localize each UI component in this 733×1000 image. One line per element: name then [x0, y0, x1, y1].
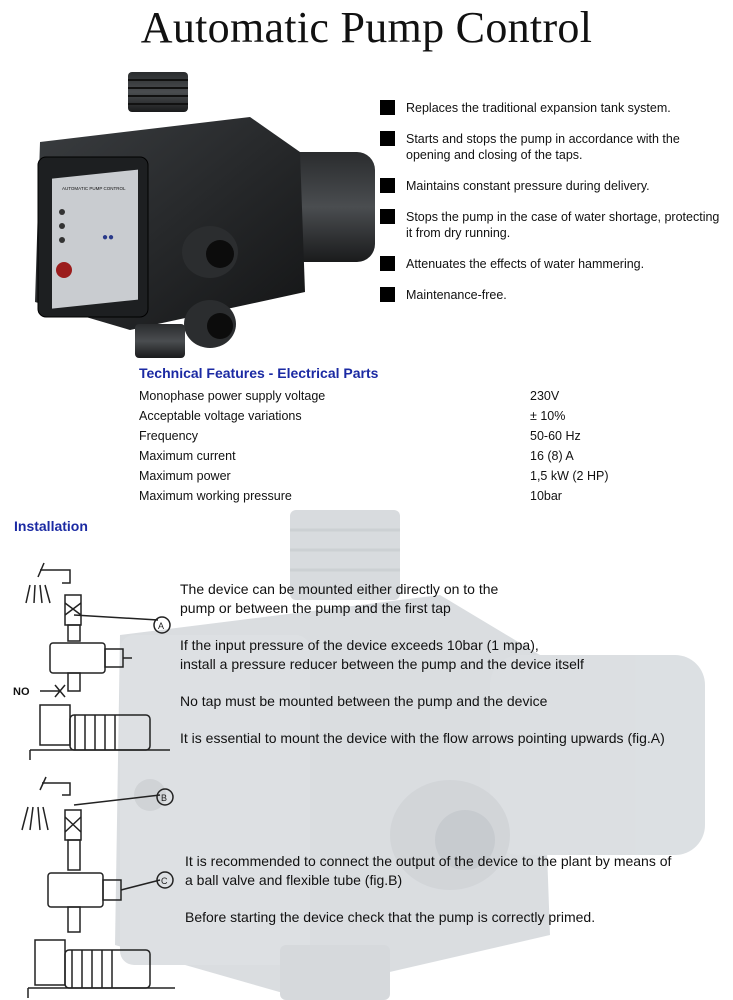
- install-text-5: It is recommended to connect the output of the device to the plant by means of a ball valve and flexible tube (fig.B): [185, 853, 672, 888]
- tap-icon: [40, 570, 70, 583]
- installation-diagram: [10, 555, 185, 1000]
- fig-a-label: A: [158, 621, 165, 631]
- spec-label: Frequency: [139, 429, 199, 443]
- spec-row: [139, 406, 699, 426]
- pump-product-image: [20, 62, 380, 362]
- spec-value: 16 (8) A: [530, 449, 574, 463]
- square-bullet-icon: [380, 100, 395, 115]
- installation-heading: Installation: [14, 518, 88, 534]
- fig-b-label: B: [161, 793, 168, 803]
- feature-item: Starts and stops the pump in accordance with the opening and closing of the taps.: [380, 131, 720, 163]
- spec-value: ± 10%: [530, 409, 566, 423]
- square-bullet-icon: [380, 209, 395, 224]
- technical-features-heading: Technical Features - Electrical Parts: [139, 365, 379, 381]
- feature-list: [380, 100, 720, 318]
- feature-item: Maintenance-free.: [380, 287, 720, 303]
- install-text-3: No tap must be mounted between the pump and the device: [180, 693, 548, 709]
- feature-item: Replaces the traditional expansion tank system.: [380, 100, 720, 116]
- spec-row: [139, 486, 699, 506]
- square-bullet-icon: [380, 256, 395, 271]
- feature-item: Attenuates the effects of water hammering.: [380, 256, 720, 272]
- spec-label: Maximum current: [139, 449, 236, 463]
- svg-text:●●: ●●: [102, 232, 115, 243]
- spec-row: [139, 386, 699, 406]
- spec-row: [139, 426, 699, 446]
- no-label: NO: [13, 686, 30, 698]
- spec-value: 10bar: [530, 489, 562, 503]
- feature-item: Stops the pump in the case of water shortage, protecting it from dry running.: [380, 209, 720, 241]
- install-text-2: If the input pressure of the device exceeds 10bar (1 mpa), install a pressure reducer between the pump and the device itself: [180, 637, 584, 672]
- device-panel-label: AUTOMATIC PUMP CONTROL: [62, 186, 126, 191]
- page-title: Automatic Pump Control: [140, 3, 593, 52]
- feature-item: Maintains constant pressure during delivery.: [380, 178, 720, 194]
- technical-specs-table: [139, 386, 699, 506]
- spec-label: Acceptable voltage variations: [139, 409, 302, 423]
- spec-value: 50-60 Hz: [530, 429, 581, 443]
- square-bullet-icon: [380, 178, 395, 193]
- spec-row: [139, 466, 699, 486]
- install-text-1: The device can be mounted either directly on to the pump or between the pump and the first tap: [180, 581, 499, 616]
- spec-label: Monophase power supply voltage: [139, 389, 326, 403]
- spec-row: [139, 446, 699, 466]
- square-bullet-icon: [380, 287, 395, 302]
- spec-label: Maximum power: [139, 469, 231, 483]
- install-text-6: Before starting the device check that the pump is correctly primed.: [185, 909, 596, 925]
- square-bullet-icon: [380, 131, 395, 146]
- install-text-4: It is essential to mount the device with the flow arrows pointing upwards (fig.A): [180, 730, 665, 746]
- spec-value: 1,5 kW (2 HP): [530, 469, 609, 483]
- fig-c-label: C: [161, 876, 168, 886]
- spec-value: 230V: [530, 389, 560, 403]
- spec-label: Maximum working pressure: [139, 489, 292, 503]
